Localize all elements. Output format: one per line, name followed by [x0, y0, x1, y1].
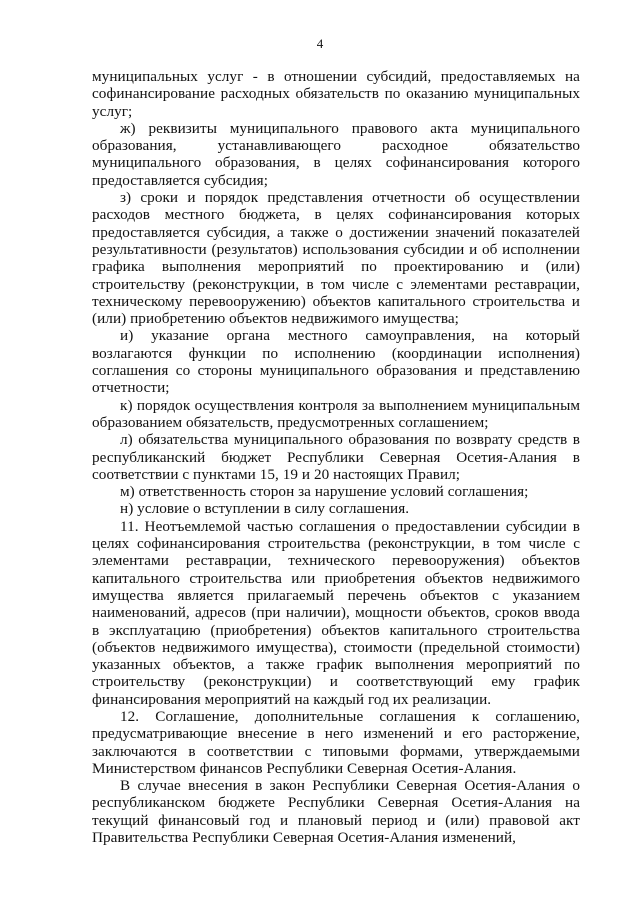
paragraph-continuation: муниципальных услуг - в отношении субсидий, предоставляемых на софинансирование расходных обязательств по оказанию муниципальных услуг;: [92, 68, 580, 120]
paragraph-item-n: н) условие о вступлении в силу соглашения.: [120, 500, 410, 518]
paragraph-amendment: В случае внесения в закон Республики Северная Осетия-Алания о республиканском бюджете Республики Северная Осетия-Алания на текущий финансовый год и плановый период и (или) правовой акт Правительства Республики Северная Осетия-Алания изменений,: [92, 777, 580, 847]
paragraph-clause-11: 11. Неотъемлемой частью соглашения о предоставлении субсидии в целях софинансирования строительства (реконструкции, в том числе с элементами реставрации, технического перевооружения) объектов капитального строительства или приобретения объектов недвижимого имущества является прилагаемый перечень объектов с указанием наименований, адресов (при наличии), мощности объектов, сроков ввода в эксплуатацию (приобретения) объектов капитального строительства (объектов недвижимого имущества), стоимости (предельной стоимости) указанных объектов, а также график выполнения мероприятий по строительству (реконструкции) и соответствующий ему график финансирования мероприятий на каждый год их реализации.: [92, 517, 580, 708]
page-number: 4: [316, 36, 324, 51]
paragraph-item-z: з) сроки и порядок представления отчетности об осуществлении расходов местного бюджета, в целях софинансирования которых предоставляется субсидия, а также о достижении значений показателей результативности (результатов) использования субсидии и об исполнении графика выполнения мероприятий по проектированию и (или) строительству (реконструкции, в том числе с элементами реставрации, техническому перевооружению) объектов капитального строительства и (или) приобретению объектов недвижимого имущества;: [92, 189, 580, 328]
paragraph-item-l: л) обязательства муниципального образования по возврату средств в республиканский бюджет Республики Северная Осетия-Алания в соответствии с пунктами 15, 19 и 20 настоящих Правил;: [92, 431, 580, 483]
paragraph-clause-12: 12. Соглашение, дополнительные соглашения к соглашению, предусматривающие внесение в него изменений и его расторжение, заключаются в соответствии с типовыми формами, утверждаемыми Министерством финансов Республики Северная Осетия-Алания.: [92, 707, 580, 777]
paragraph-item-m: м) ответственность сторон за нарушение условий соглашения;: [120, 483, 529, 501]
paragraph-item-i: и) указание органа местного самоуправления, на который возлагаются функции по исполнению (координации исполнения) соглашения со стороны муниципального образования и представлению отчетности;: [92, 327, 580, 397]
document-body: [92, 68, 580, 846]
paragraph-item-k: к) порядок осуществления контроля за выполнением муниципальным образованием обязательств, предусмотренных соглашением;: [92, 396, 580, 431]
paragraph-item-zh: ж) реквизиты муниципального правового акта муниципального образования, устанавливающего расходное обязательство муниципального образования, в целях софинансирования которого предоставляется субсидия;: [92, 119, 580, 189]
